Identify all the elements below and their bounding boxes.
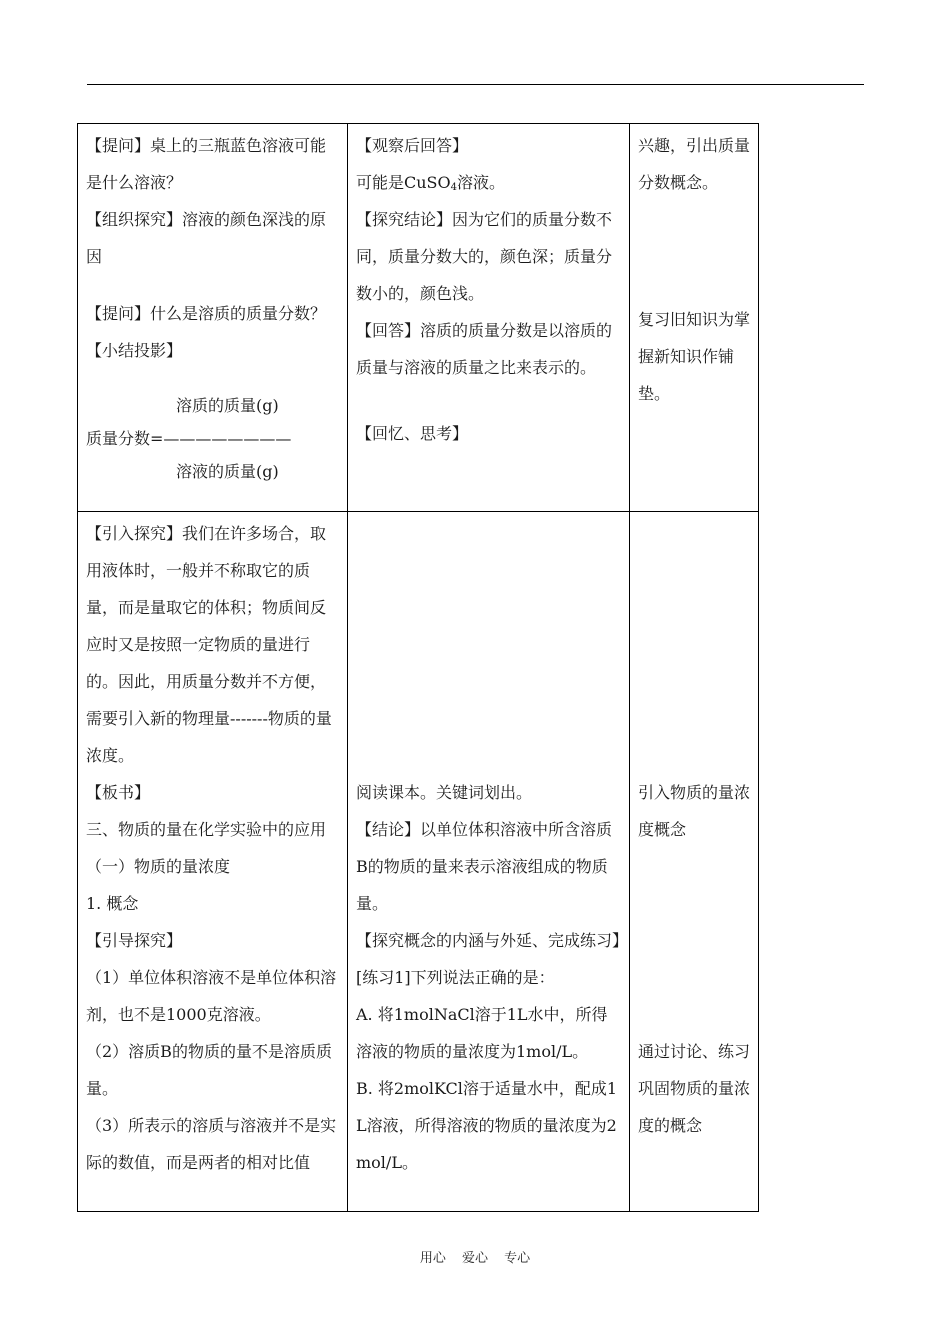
- intent-review: 复习旧知识为掌握新知识作铺垫。: [638, 310, 751, 403]
- intent-introduce-concept: 引入物质的量浓度概念: [638, 783, 751, 839]
- teacher-board-writing: 【板书】: [86, 783, 151, 802]
- footer-word-3: 专心: [504, 1251, 531, 1266]
- student-inquiry-conclusion: 【探究结论】因为它们的质量分数不同，质量分数大的，颜色深；质量分数小的，颜色浅。: [356, 210, 613, 303]
- teacher-summary-projection: 【小结投影】: [86, 341, 183, 360]
- header-rule: [87, 84, 864, 85]
- teacher-guided-inquiry: 【引导探究】: [86, 931, 183, 950]
- student-activity-cell: [348, 512, 630, 1212]
- student-conclusion: 【结论】以单位体积溶液中所含溶质B的物质的量来表示溶液组成的物质量。: [356, 820, 613, 913]
- table-row: [78, 512, 759, 1212]
- subsection-heading: （一）物质的量浓度: [86, 857, 231, 876]
- intent-interest: 兴趣，引出质量分数概念。: [638, 136, 751, 192]
- footer-word-1: 用心: [419, 1251, 446, 1266]
- exercise-option-b: B. 将2molKCl溶于适量水中，配成1L溶液，所得溶液的物质的量浓度为2mol/L。: [356, 1079, 618, 1172]
- teacher-question-2: 【提问】什么是溶质的质量分数？: [86, 304, 327, 323]
- design-intent-cell: [630, 512, 759, 1212]
- exercise-1-prompt: [练习1]下列说法正确的是：: [356, 968, 555, 987]
- student-recall-think: 【回忆、思考】: [356, 424, 469, 443]
- concept-heading: 1. 概念: [86, 894, 139, 913]
- teacher-activity-cell: [78, 512, 348, 1212]
- teacher-organize-inquiry: 【组织探究】溶液的颜色深浅的原因: [86, 210, 327, 266]
- student-observe-answer: 【观察后回答】: [356, 136, 469, 155]
- guided-point-2: （2）溶质B的物质的量不是溶质质量。: [86, 1042, 332, 1098]
- formula-numerator: 溶质的质量(g): [176, 396, 279, 415]
- student-read-textbook: 阅读课本。关键词划出。: [356, 783, 533, 802]
- student-answer-definition: 【回答】溶质的质量分数是以溶质的质量与溶液的质量之比来表示的。: [356, 321, 613, 377]
- teacher-activity-cell: [78, 124, 348, 512]
- page-footer: [0, 1247, 950, 1266]
- guided-point-3: （3）所表示的溶质与溶液并不是实际的数值，而是两者的相对比值: [86, 1116, 337, 1172]
- student-activity-cell: [348, 124, 630, 512]
- student-explore-concept: 【探究概念的内涵与外延、完成练习】: [356, 931, 629, 950]
- teacher-question-1: 【提问】桌上的三瓶蓝色溶液可能是什么溶液？: [86, 136, 327, 192]
- mass-fraction-formula: [86, 389, 339, 488]
- student-cuso4-answer: 可能是CuSO$_4$溶液。: [356, 173, 506, 193]
- exercise-option-a: A. 将1molNaCl溶于1L水中，所得溶液的物质的量浓度为1mol/L。: [356, 1005, 608, 1061]
- lesson-table: [77, 123, 759, 1212]
- guided-point-1: （1）单位体积溶液不是单位体积溶剂，也不是1000克溶液。: [86, 968, 337, 1024]
- formula-denominator: 溶液的质量(g): [176, 462, 279, 481]
- intent-consolidate: 通过讨论、练习巩固物质的量浓度的概念: [638, 1042, 751, 1135]
- teacher-introduce-inquiry: 【引入探究】我们在许多场合，取用液体时，一般并不称取它的质量，而是量取它的体积；物质间反应时又是按照一定物质的量进行的。因此，用质量分数并不方便，需要引入新的物理量-------物质的量浓度。: [86, 524, 332, 765]
- design-intent-cell: [630, 124, 759, 512]
- formula-left-side: 质量分数=————————: [86, 429, 292, 448]
- footer-word-2: 爱心: [461, 1251, 488, 1266]
- section-heading-three: 三、物质的量在化学实验中的应用: [86, 820, 327, 839]
- table-row: [78, 124, 759, 512]
